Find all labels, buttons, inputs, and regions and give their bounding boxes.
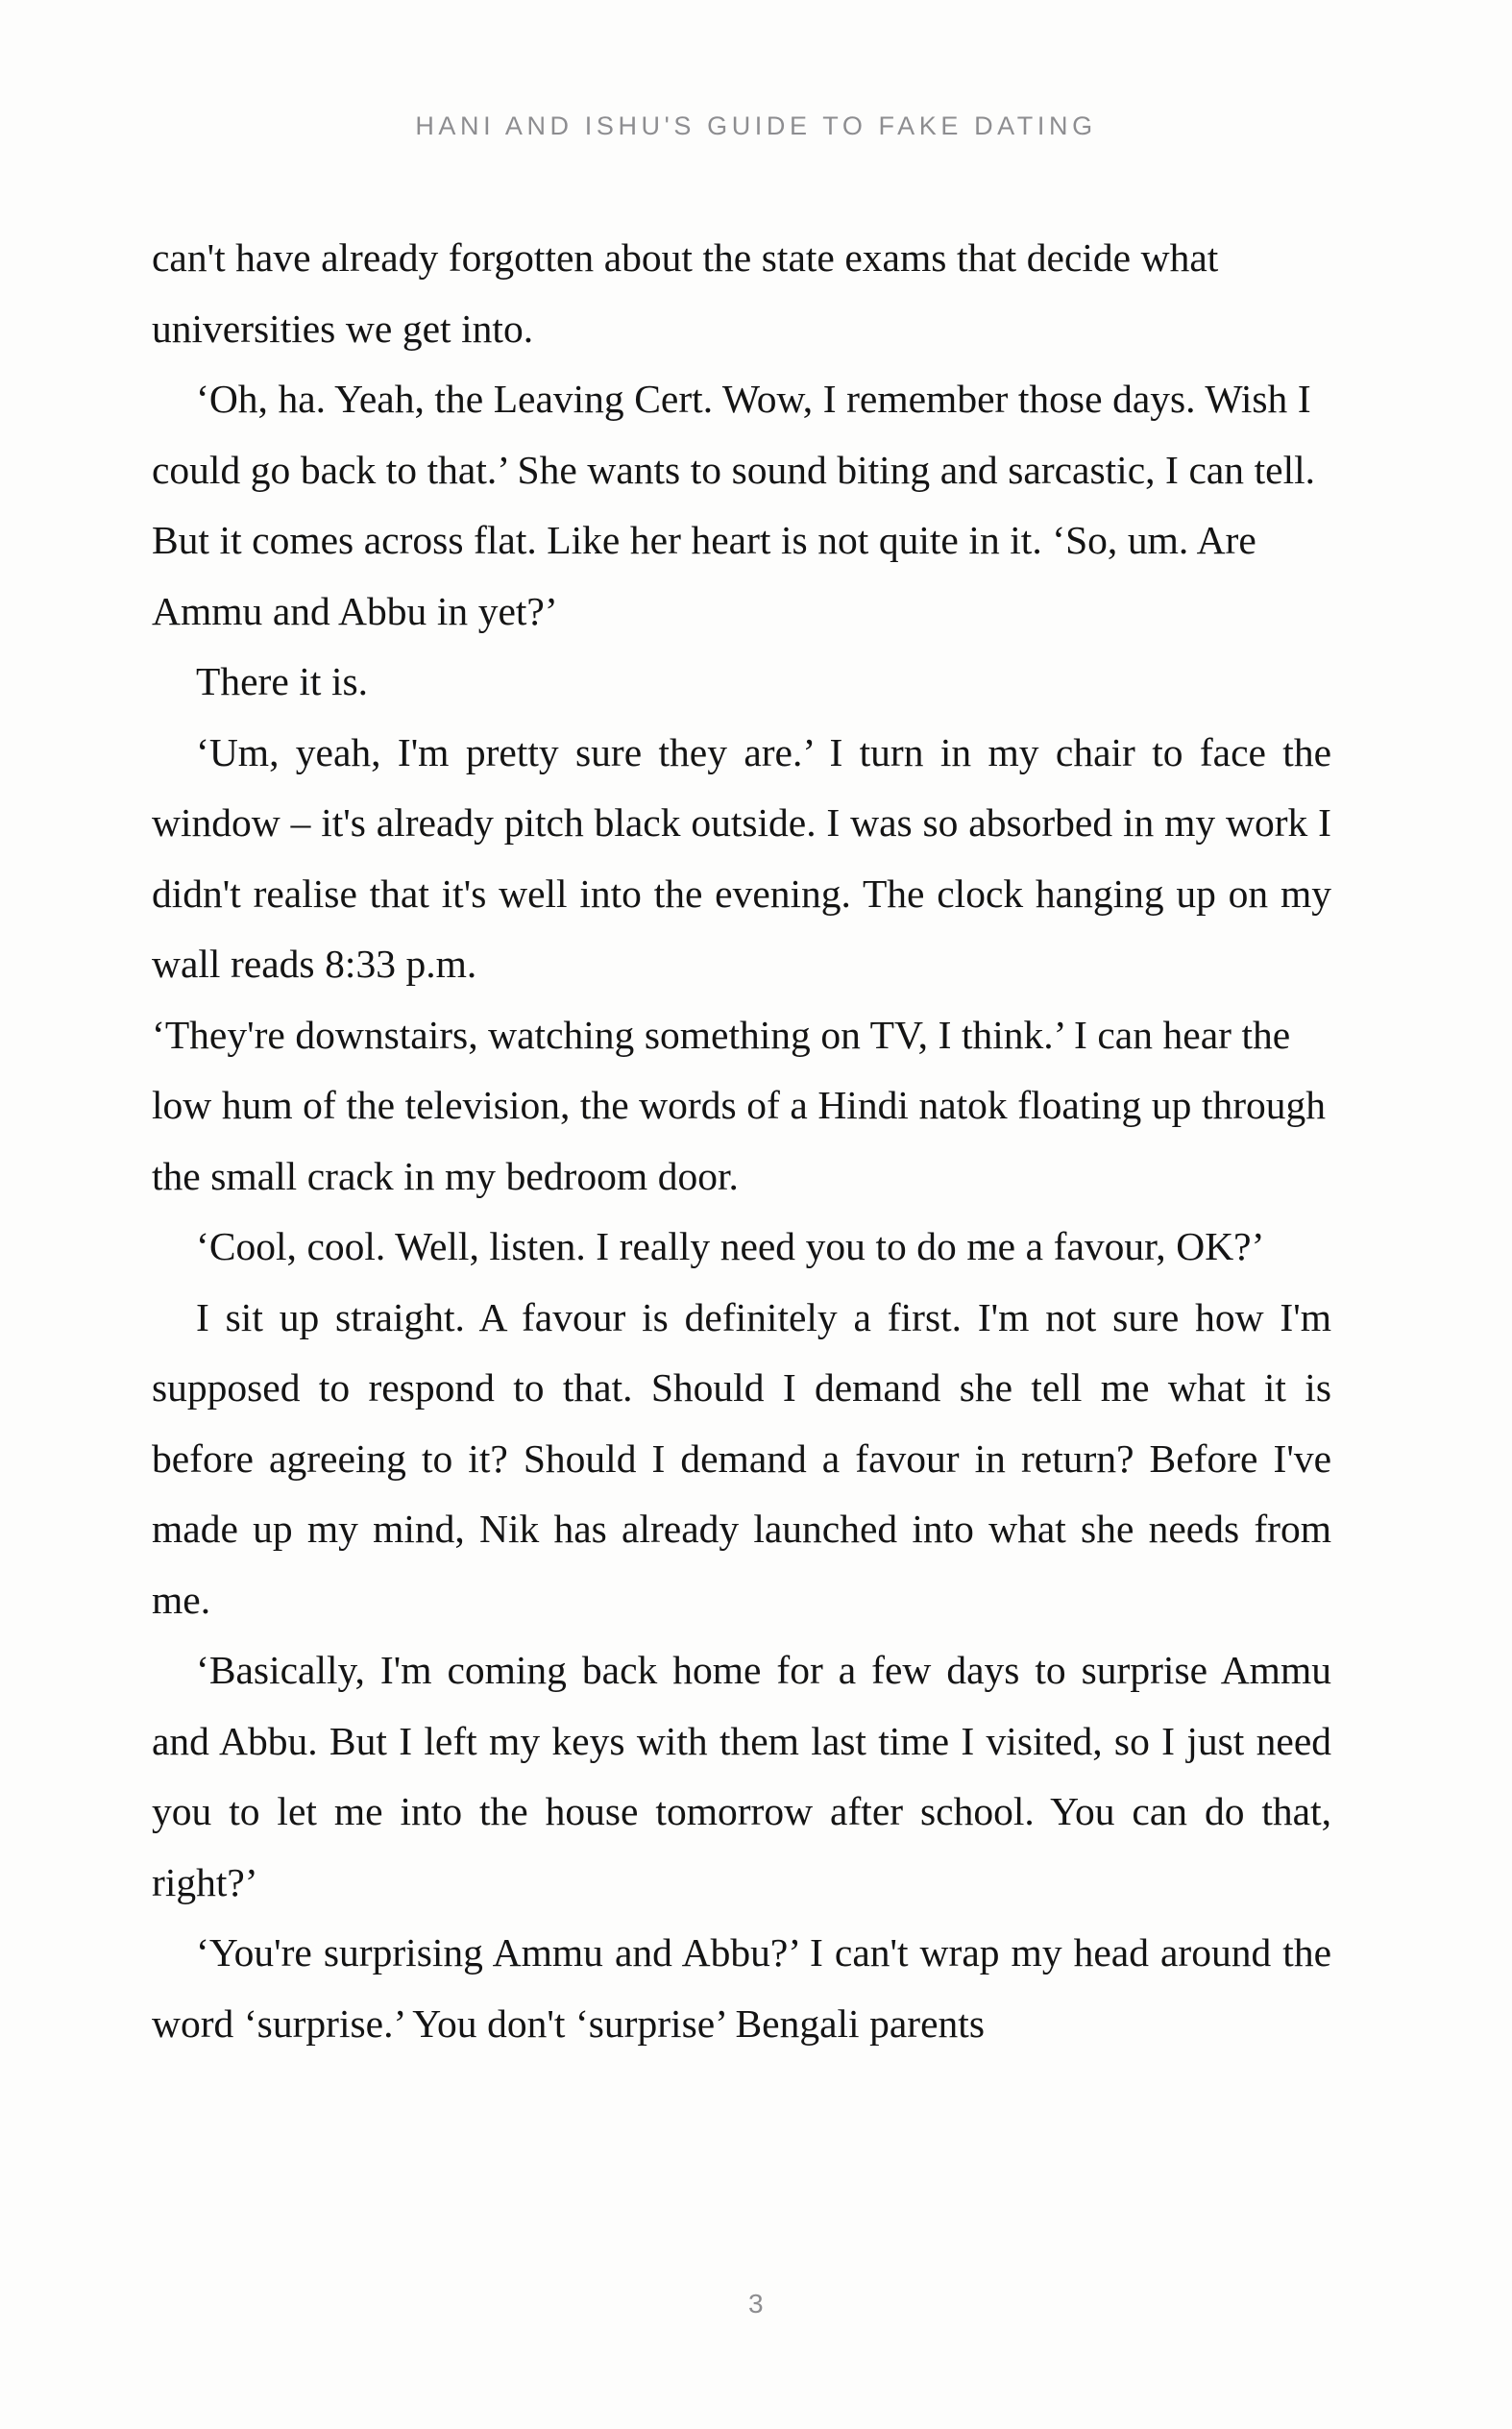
paragraph-youre-surprising: ‘You're surprising Ammu and Abbu?’ I can't wrap my head around the word ‘surprise.’ You don't ‘surprise’ Bengali parents: [152, 1930, 1331, 2046]
paragraph-cool-cool: ‘Cool, cool. Well, listen. I really need you to do me a favour, OK?’: [196, 1224, 1265, 1268]
paragraph-basically: ‘Basically, I'm coming back home for a few days to surprise Ammu and Abbu. But I left my keys with them last time I visited, so I just need you to let me into the house tomorrow after school. You can do that, right?’: [152, 1648, 1331, 1904]
body-text-block: [152, 223, 1331, 2059]
paragraph-theyre-downstairs: ‘They're downstairs, watching something on TV, I think.’ I can hear the low hum of the television, the words of a Hindi natok floating up through the small crack in my bedroom door.: [152, 1012, 1327, 1198]
paragraph-there-it-is: There it is.: [196, 659, 369, 703]
paragraph-dialogue-leaving-cert: ‘Oh, ha. Yeah, the Leaving Cert. Wow, I remember those days. Wish I could go back to that.’ She wants to sound biting and sarcastic, I can tell. But it comes across flat. Like her heart is not quite in it. ‘So, um. Are Ammu and Abbu in yet?’: [152, 377, 1316, 633]
running-header: HANI AND ISHU'S GUIDE TO FAKE DATING: [415, 111, 1097, 140]
paragraph-continued: can't have already forgotten about the state exams that decide what universities we get into.: [152, 235, 1219, 351]
page-number: 3: [747, 2289, 765, 2319]
paragraph-i-sit-up-straight: I sit up straight. A favour is definitely a first. I'm not sure how I'm supposed to respond to that. Should I demand she tell me what it is before agreeing to it? Should I demand a favour in return? Before I've made up my mind, Nik has already launched into what she needs from me.: [152, 1294, 1331, 1622]
paragraph-um-yeah: ‘Um, yeah, I'm pretty sure they are.’ I turn in my chair to face the window – it's already pitch black outside. I was so absorbed in my work I didn't realise that it's well into the evening. The clock hanging up on my wall reads 8:33 p.m.: [152, 729, 1331, 986]
